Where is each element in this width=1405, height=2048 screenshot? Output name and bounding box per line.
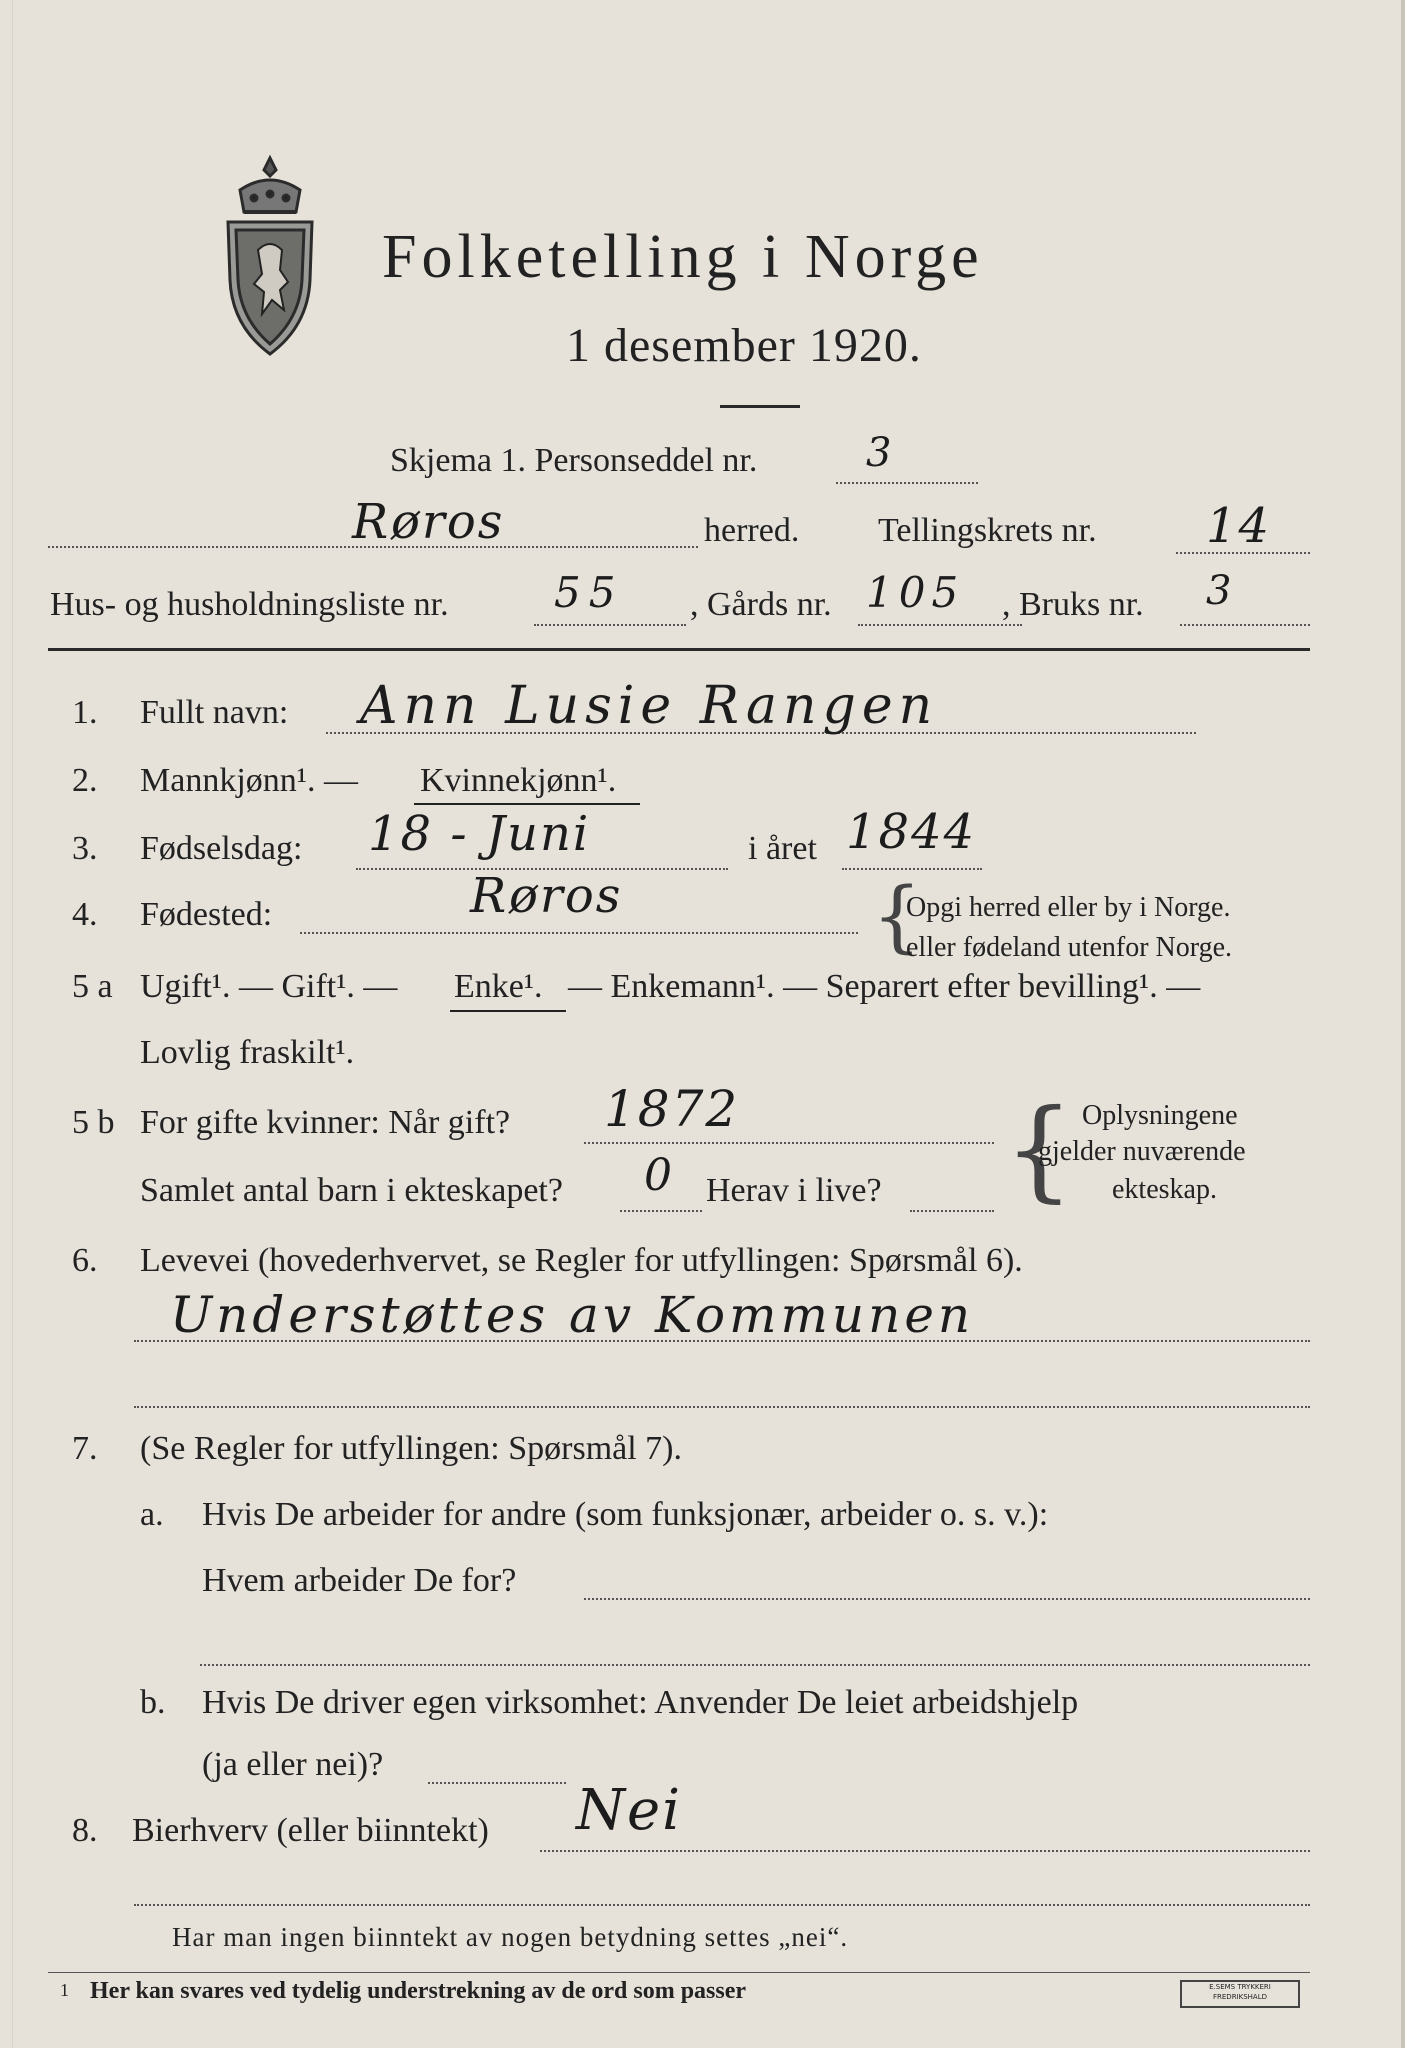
q7-label: (Se Regler for utfyllingen: Spørsmål 7). (140, 1430, 683, 1467)
q4-note-brace: { (872, 872, 922, 962)
q2-number: 2. (72, 762, 98, 799)
side-income-value[interactable]: Nei (576, 1778, 683, 1843)
q8-line2 (134, 1904, 1310, 1906)
q3-year-label: i året (748, 830, 817, 867)
printer-stamp: E.SEMS TRYKKERI FREDRIKSHALD (1180, 1980, 1300, 2008)
census-date: 1 desember 1920. (566, 319, 922, 372)
q3-year-line (842, 868, 982, 870)
q5b-alive-line (910, 1210, 994, 1212)
q8-number: 8. (72, 1812, 98, 1849)
footer-note: Har man ingen biinntekt av nogen betydning settes „nei“. (172, 1922, 849, 1952)
q4-number: 4. (72, 896, 98, 933)
q7a-line1: Hvis De arbeider for andre (som funksjonær, arbeider o. s. v.): (202, 1496, 1049, 1533)
q5b-number: 5 b (72, 1104, 115, 1141)
schema-value[interactable]: 3 (866, 430, 894, 476)
q5b-married-label: For gifte kvinner: Når gift? (140, 1104, 511, 1141)
form-title: Folketelling i Norge (382, 223, 984, 291)
hus-value-line (534, 624, 686, 626)
q4-label: Fødested: (140, 896, 273, 933)
q5b-note-line1: Oplysningene (1082, 1100, 1238, 1131)
q5a-enke-option[interactable]: Enke¹. (454, 968, 543, 1005)
bruks-value-line (1180, 624, 1310, 626)
q8-value-line (540, 1850, 1310, 1852)
q2-female-option[interactable]: Kvinnekjønn¹. (420, 762, 617, 799)
q7a-answer-line[interactable] (584, 1598, 1310, 1600)
q6-label: Levevei (hovederhvervet, se Regler for utfyllingen: Spørsmål 6). (140, 1242, 1023, 1279)
q3-number: 3. (72, 830, 98, 867)
q7b-number: b. (140, 1684, 166, 1721)
schema-value-line (836, 482, 978, 484)
q2-male-option[interactable]: Mannkjønn¹. — (140, 762, 358, 799)
title-divider (720, 405, 800, 408)
q7b-line2: (ja eller nei)? (202, 1746, 384, 1783)
birth-year-value[interactable]: 1844 (846, 804, 977, 860)
q3-label: Fødselsdag: (140, 830, 303, 867)
q6-number: 6. (72, 1242, 98, 1279)
q4-value-line (300, 932, 858, 934)
q7a-answer-line2[interactable] (200, 1664, 1310, 1666)
coat-of-arms-icon (210, 150, 330, 360)
q5b-note-line3: ekteskap. (1112, 1174, 1217, 1205)
herred-label: herred. (704, 512, 800, 549)
q5a-options-line2[interactable]: Lovlig fraskilt¹. (140, 1034, 355, 1071)
q5a-number: 5 a (72, 968, 113, 1005)
herred-value[interactable]: Røros (352, 494, 505, 550)
occupation-value[interactable]: Understøttes av Kommunen (170, 1286, 975, 1344)
q5b-married-line (584, 1142, 994, 1144)
footnote-rule (48, 1972, 1310, 1973)
q5b-children-line (620, 1210, 702, 1212)
footnote-text: Her kan svares ved tydelig understrekning av de ord som passer (90, 1978, 747, 2004)
q5b-note-brace: { (1004, 1085, 1074, 1213)
q5a-enke-underline (450, 1010, 566, 1012)
hus-value[interactable]: 55 (554, 568, 624, 617)
footnote-number: 1 (60, 1980, 69, 2000)
q7b-answer-line[interactable] (428, 1782, 566, 1784)
q7b-line1: Hvis De driver egen virksomhet: Anvender De leiet arbeidshjelp (202, 1684, 1079, 1721)
q8-label: Bierhverv (eller biinntekt) (132, 1812, 489, 1849)
hus-label: Hus- og husholdningsliste nr. (50, 586, 449, 623)
q1-label: Fullt navn: (140, 694, 289, 731)
q5a-options-rest[interactable]: — Enkemann¹. — Separert efter bevilling¹. — (568, 968, 1201, 1005)
header-separator (48, 648, 1310, 651)
married-year-value[interactable]: 1872 (604, 1080, 740, 1138)
bruks-value[interactable]: 3 (1206, 568, 1234, 614)
q4-note-line1: Opgi herred eller by i Norge. (906, 892, 1231, 923)
bruks-label: , Bruks nr. (1002, 586, 1144, 623)
q5a-options-start[interactable]: Ugift¹. — Gift¹. — (140, 968, 398, 1005)
q5b-note-line2: gjelder nuværende (1038, 1136, 1246, 1167)
gards-label: , Gårds nr. (690, 586, 832, 623)
q7-number: 7. (72, 1430, 98, 1467)
children-count-value[interactable]: 0 (644, 1150, 674, 1201)
full-name-value[interactable]: Ann Lusie Rangen (360, 676, 939, 736)
gards-value[interactable]: 105 (866, 568, 965, 617)
schema-label: Skjema 1. Personseddel nr. (390, 442, 758, 479)
q6-line2 (134, 1406, 1310, 1408)
birthday-value[interactable]: 18 - Juni (368, 806, 591, 862)
gards-value-line (858, 624, 1022, 626)
q2-female-underline (414, 803, 640, 805)
q1-number: 1. (72, 694, 98, 731)
q6-line1 (134, 1340, 1310, 1342)
tellingskrets-label: Tellingskrets nr. (878, 512, 1097, 549)
q7a-line2: Hvem arbeider De for? (202, 1562, 517, 1599)
tellingskrets-value[interactable]: 14 (1206, 498, 1272, 554)
q4-note-line2: eller fødeland utenfor Norge. (906, 932, 1233, 963)
q7a-number: a. (140, 1496, 164, 1533)
q5b-alive-label: Herav i live? (706, 1172, 882, 1209)
birthplace-value[interactable]: Røros (470, 868, 623, 924)
q5b-children-label: Samlet antal barn i ekteskapet? (140, 1172, 563, 1209)
